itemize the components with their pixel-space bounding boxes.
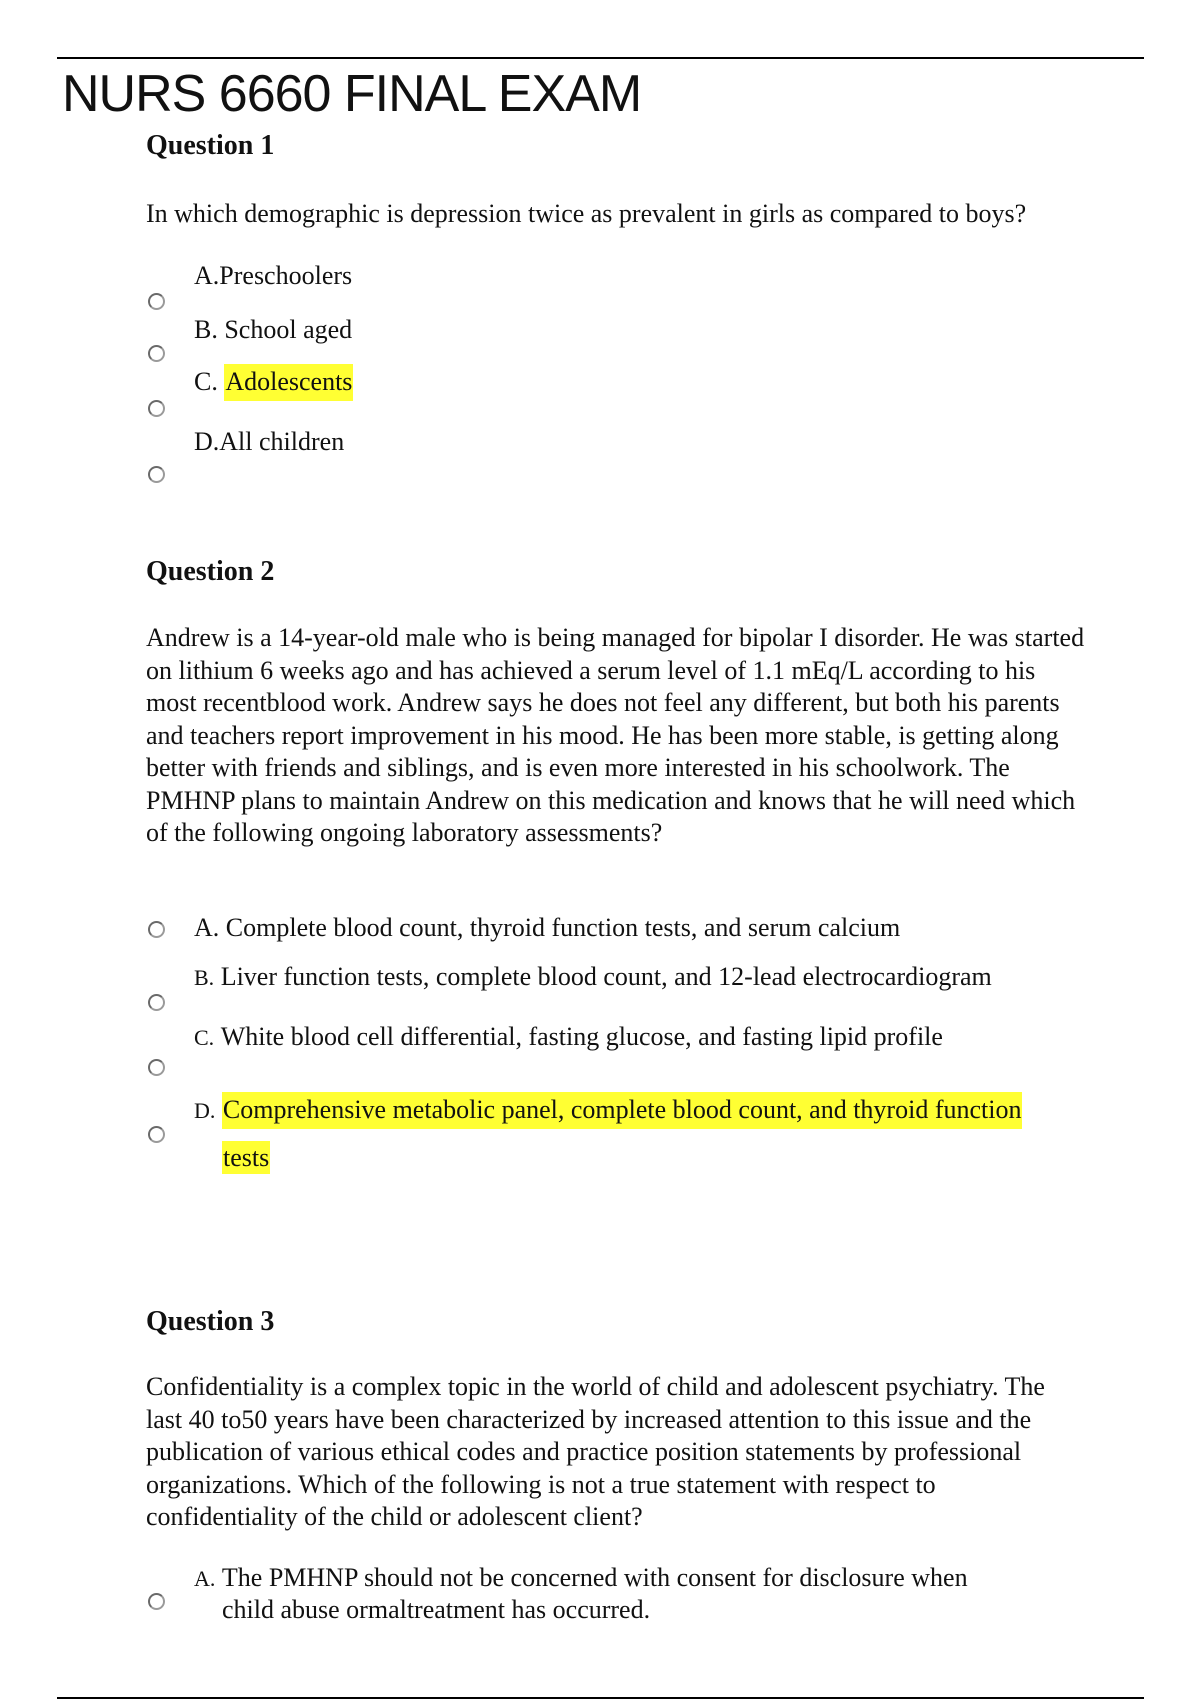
- option-letter: D.: [194, 1098, 216, 1123]
- highlighted-answer: Adolescents: [224, 364, 353, 401]
- q1-option-d-radio[interactable]: [148, 466, 165, 483]
- option-text: The PMHNP should not be concerned with consent for disclosure when: [221, 1563, 968, 1592]
- bottom-rule: [57, 1697, 1144, 1699]
- option-letter: C.: [194, 1025, 215, 1050]
- option-letter: B.: [194, 965, 215, 990]
- q3-option-a-continuation: [222, 1594, 650, 1627]
- highlighted-answer-continuation: tests: [223, 1143, 270, 1172]
- q1-option-c-radio[interactable]: [148, 400, 165, 417]
- option-text: School aged: [224, 315, 353, 344]
- option-text: Complete blood count, thyroid function tests, and serum calcium: [225, 913, 901, 942]
- option-text: All children: [219, 427, 345, 456]
- q1-option-a-radio[interactable]: [148, 293, 165, 310]
- q2-option-a-radio[interactable]: [148, 921, 165, 938]
- option-text-continuation: child abuse ormaltreatment has occurred.: [222, 1595, 651, 1624]
- top-rule: [57, 57, 1144, 59]
- option-text: Liver function tests, complete blood count, and 12-lead electrocardiogram: [220, 962, 992, 991]
- q2-option-a: [194, 912, 900, 945]
- question-3-heading: Question 3: [146, 1306, 275, 1337]
- option-letter: A.: [194, 913, 220, 942]
- question-1-stem: In which demographic is depression twice as prevalent in girls as compared to boys?: [146, 199, 1027, 228]
- q1-option-c: [194, 364, 353, 401]
- q2-option-c: [194, 1021, 943, 1055]
- q3-option-a-radio[interactable]: [148, 1593, 165, 1610]
- q1-option-d: [194, 426, 344, 459]
- option-letter: A.: [194, 261, 220, 290]
- q2-option-d-radio[interactable]: [148, 1126, 165, 1143]
- highlighted-answer: Comprehensive metabolic panel, complete blood count, and thyroid function: [222, 1092, 1023, 1129]
- q2-option-b-radio[interactable]: [148, 994, 165, 1011]
- q1-option-b: [194, 314, 352, 347]
- question-1-heading: Question 1: [146, 130, 275, 161]
- q1-option-a: [194, 260, 352, 293]
- q1-option-b-radio[interactable]: [148, 345, 165, 362]
- q2-option-d-continuation: [222, 1142, 270, 1175]
- question-3-stem: Confidentiality is a complex topic in the world of child and adolescent psychiatry. The last 40 to50 years have been characterized by increased attention to this issue and the publication of various ethical codes and practice position statements by professional organizations. Which of the following is not a true statement with respect to confidentiality of the child or adolescent client?: [146, 1372, 1045, 1531]
- option-letter: B.: [194, 315, 218, 344]
- q2-option-b: [194, 961, 992, 995]
- option-text: Preschoolers: [219, 261, 353, 290]
- question-2-heading: Question 2: [146, 556, 275, 587]
- option-text: White blood cell differential, fasting glucose, and fasting lipid profile: [220, 1022, 943, 1051]
- exam-title: NURS 6660 FINAL EXAM: [62, 65, 642, 123]
- option-letter: A.: [194, 1566, 216, 1591]
- q3-option-a: [194, 1562, 968, 1596]
- q2-option-d: [194, 1092, 1022, 1129]
- option-letter: D.: [194, 427, 220, 456]
- question-2-stem: Andrew is a 14-year-old male who is being managed for bipolar I disorder. He was started on lithium 6 weeks ago and has achieved a serum level of 1.1 mEq/L according to his most recentblood work. Andrew says he does not feel any different, but both his parents and teachers report improvement in his mood. He has been more stable, is getting along better with friends and siblings, and is even more interested in his schoolwork. The PMHNP plans to maintain Andrew on this medication and knows that he will need which of the following ongoing laboratory assessments?: [146, 623, 1085, 847]
- q2-option-c-radio[interactable]: [148, 1059, 165, 1076]
- option-letter: C.: [194, 367, 218, 396]
